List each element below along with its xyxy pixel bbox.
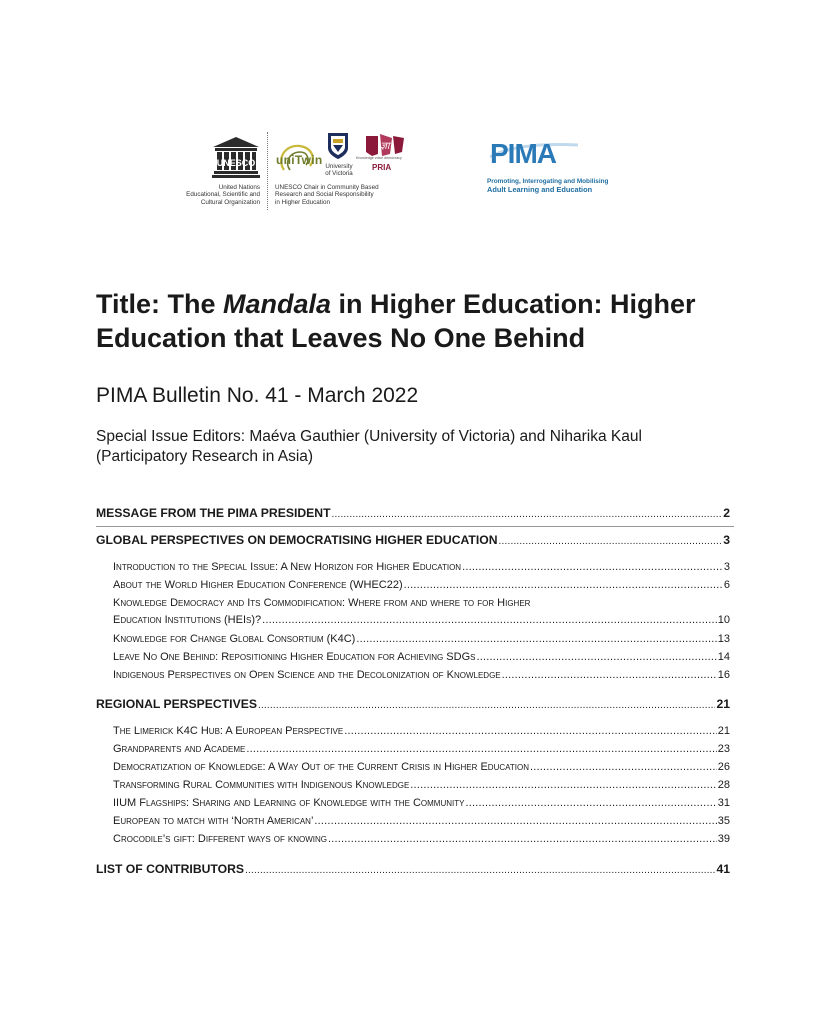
toc-entry-title: Crocodile’s gift: Different ways of knowing [113, 833, 328, 845]
toc-entry-title: European to match with ‘North American’ [113, 815, 314, 827]
uvic-name-line: of Victoria [325, 170, 353, 177]
pima-wordmark: PIMA [490, 138, 556, 167]
uvic-name [322, 163, 356, 177]
toc-entry-title: IIUM Flagships: Sharing and Learning of Knowledge with the Community [113, 797, 465, 809]
toc-entry[interactable] [113, 579, 730, 591]
title-suffix: in Higher Education: Higher Education that Leaves No One Behind [96, 289, 696, 353]
toc-dot-leader [262, 614, 717, 626]
toc-entry-title: Introduction to the Special Issue: A New Horizon for Higher Education [113, 561, 462, 573]
toc-entry-page: 21 [716, 697, 730, 711]
toc-entry[interactable] [96, 862, 730, 876]
pria-wordmark: PRIA [372, 163, 392, 172]
toc-entry[interactable] [96, 533, 730, 547]
toc-entry-title: Transforming Rural Communities with Indigenous Knowledge [113, 779, 410, 791]
toc-entry-page: 35 [717, 815, 730, 827]
pima-tagline-line: Promoting, Interrogating and Mobilising [487, 178, 609, 185]
toc-entry-title: MESSAGE FROM THE PIMA PRESIDENT [96, 506, 331, 520]
svg-text:ज्ञा: ज्ञा [380, 141, 390, 152]
toc-dot-leader [328, 833, 717, 845]
toc-entry[interactable] [113, 669, 730, 681]
chair-caption-line: UNESCO Chair in Community Based [275, 184, 379, 191]
toc-entry-page: 16 [717, 669, 730, 681]
toc-dot-leader [410, 779, 716, 791]
toc-entry-title-line2: Education Institutions (HEIs)? [113, 614, 262, 626]
toc-dot-leader [476, 651, 716, 663]
toc-dot-leader [245, 865, 715, 876]
toc-entry-page: 10 [717, 614, 730, 626]
toc-dot-leader [499, 536, 723, 547]
toc-dot-leader [332, 509, 723, 520]
toc-entry-title: The Limerick K4C Hub: A European Perspective [113, 725, 344, 737]
uvic-shield-logo [327, 132, 349, 160]
toc-entry-page: 23 [717, 743, 730, 755]
pria-mark-logo [362, 132, 406, 158]
toc-entry-title: Knowledge for Change Global Consortium (K4C) [113, 633, 356, 645]
toc-dot-leader [502, 669, 717, 681]
toc-entry-page: 14 [717, 651, 730, 663]
toc-entry[interactable] [113, 833, 730, 845]
logo-divider [267, 132, 269, 210]
toc-entry[interactable] [96, 506, 730, 520]
toc-entry-page: 39 [717, 833, 730, 845]
toc-entry-title-line1[interactable]: Knowledge Democracy and Its Commodification: Where from and where to for Higher [113, 597, 531, 609]
toc-dot-leader [462, 561, 723, 573]
toc-entry[interactable] [113, 797, 730, 809]
pima-tagline-line: Adult Learning and Education [487, 185, 593, 194]
toc-entry[interactable] [113, 743, 730, 755]
toc-dot-leader [356, 633, 716, 645]
chair-caption-line: in Higher Education [275, 198, 330, 206]
bulletin-number: PIMA Bulletin No. 41 - March 2022 [96, 384, 419, 407]
toc-entry[interactable] [113, 725, 730, 737]
unesco-caption [168, 184, 260, 206]
toc-entry-page: 41 [716, 862, 730, 876]
toc-entry-title: REGIONAL PERSPECTIVES [96, 697, 257, 711]
toc-entry-page: 13 [717, 633, 730, 645]
toc-entry[interactable] [113, 761, 730, 773]
unesco-chair-caption [275, 184, 379, 206]
toc-entry-title: Leave No One Behind: Repositioning Higher Education for Achieving SDGs [113, 651, 476, 663]
toc-entry-title: About the World Higher Education Conference (WHEC22) [113, 579, 403, 591]
toc-entry-title: LIST OF CONTRIBUTORS [96, 862, 245, 876]
unesco-wordmark: UNESCO [216, 158, 256, 168]
unesco-caption-line: Cultural Organization [200, 198, 260, 206]
toc-entry[interactable] [113, 561, 730, 573]
toc-dot-leader [246, 743, 716, 755]
toc-entry-page: 26 [717, 761, 730, 773]
pria-tagline: Knowledge voice democracy [356, 156, 402, 160]
logo-strip [0, 0, 830, 230]
unesco-caption-line: United Nations [218, 184, 260, 191]
toc-entry[interactable] [113, 614, 730, 626]
toc-entry-title: Democratization of Knowledge: A Way Out of the Current Crisis in Higher Education [113, 761, 529, 773]
toc-entry[interactable] [113, 633, 730, 645]
toc-entry-page: 3 [723, 561, 730, 573]
toc-entry[interactable] [113, 651, 730, 663]
title-prefix: Title: The [96, 289, 224, 319]
toc-dot-leader [344, 725, 717, 737]
special-issue-editors: Special Issue Editors: Maéva Gauthier (University of Victoria) and Niharika Kaul (Participatory Research in Asia) [96, 428, 642, 465]
toc-dot-leader [465, 797, 716, 809]
toc-entry-title: GLOBAL PERSPECTIVES ON DEMOCRATISING HIGHER EDUCATION [96, 533, 498, 547]
uvic-name-line: University [325, 163, 353, 170]
unesco-temple-logo [211, 136, 261, 180]
title-italic-word: Mandala [223, 289, 332, 319]
toc-entry-page: 28 [717, 779, 730, 791]
toc-entry-page: 3 [723, 533, 730, 547]
pima-logo [488, 137, 580, 167]
toc-dot-leader [314, 815, 716, 827]
document-title [96, 287, 776, 355]
chair-caption-line: Research and Social Responsibility [275, 191, 374, 199]
toc-entry-page: 2 [723, 506, 730, 520]
toc-entry-title: Grandparents and Academe [113, 743, 246, 755]
pima-tagline [487, 178, 608, 194]
toc-divider [96, 526, 734, 527]
toc-entry-title: Indigenous Perspectives on Open Science and the Decolonization of Knowledge [113, 669, 501, 681]
toc-entry-page: 6 [723, 579, 730, 591]
toc-entry[interactable] [113, 779, 730, 791]
toc-entry[interactable] [96, 697, 730, 711]
toc-dot-leader [258, 700, 715, 711]
toc-entry[interactable] [113, 815, 730, 827]
toc-entry-page: 21 [717, 725, 730, 737]
unesco-caption-line: Educational, Scientific and [186, 191, 260, 199]
toc-entry-page: 31 [717, 797, 730, 809]
toc-dot-leader [530, 761, 717, 773]
toc-dot-leader [404, 579, 723, 591]
unitwin-wordmark: uniTwin [276, 153, 323, 167]
